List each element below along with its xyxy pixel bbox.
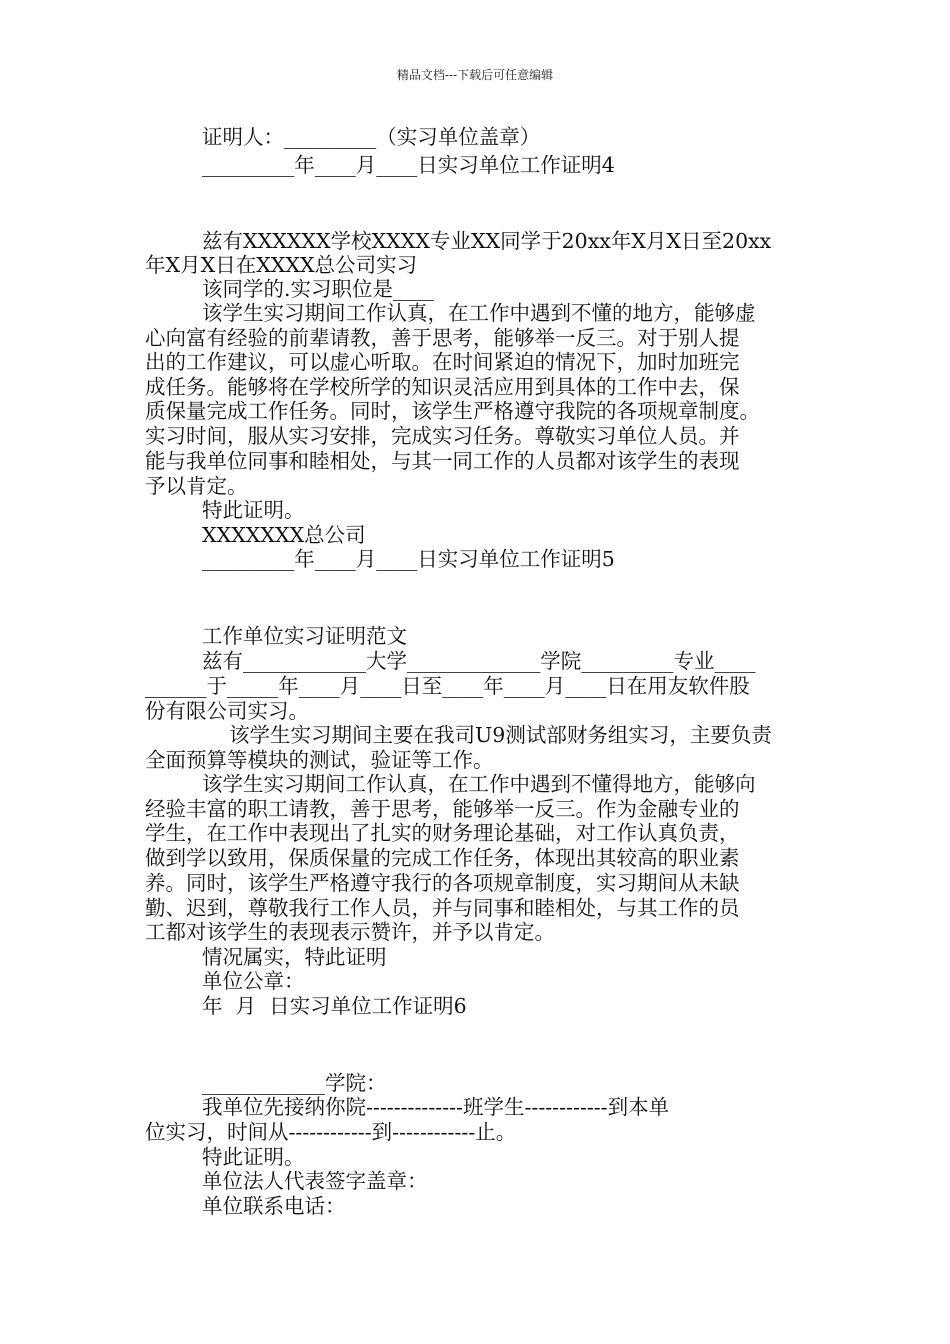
paragraph-line: 质保量完成工作任务。同时，该学生严格遵守我院的各项规章制度。: [145, 399, 760, 423]
paragraph-line: 全面预算等模块的测试，验证等工作。: [145, 748, 494, 772]
paragraph-line: 该同学的.实习职位是____: [202, 277, 435, 301]
certifier-line: 证明人：_________（实习单位盖章）: [202, 125, 541, 149]
paragraph-line: 兹有____________大学_____________学院_________专业____: [202, 649, 756, 673]
section-title-line: 工作单位实习证明范文: [202, 624, 407, 648]
paragraph-line: 经验丰富的职工请教，善于思考，能够举一反三。作为金融专业的: [145, 797, 740, 821]
paragraph-line: 学生，在工作中表现出了扎实的财务理论基础，对工作认真负责，: [145, 821, 740, 845]
signature-line: 单位法人代表签字盖章：: [202, 1169, 428, 1193]
paragraph-line: 予以肯定。: [145, 474, 248, 498]
paragraph-line: 做到学以致用，保质保量的完成工作任务，体现出其较高的职业素: [145, 846, 740, 870]
paragraph-line: 情况属实，特此证明: [202, 945, 387, 969]
paragraph-line: 工都对该学生的表现表示赞许，并予以肯定。: [145, 920, 555, 944]
paragraph-line: 该学生实习期间主要在我司U9测试部财务组实习，主要负责: [229, 723, 772, 747]
paragraph-line: 勤、迟到，尊敬我行工作人员，并与同事和睦相处，与其工作的员: [145, 896, 740, 920]
paragraph-line: 位实习，时间从------------到------------止。: [145, 1120, 517, 1144]
paragraph-line: 年X月X日在XXXX总公司实习: [145, 253, 418, 277]
paragraph-line: 出的工作建议，可以虚心听取。在时间紧迫的情况下，加时加班完: [145, 350, 740, 374]
date-title-line: _________年____月____日实习单位工作证明5: [202, 547, 615, 571]
page-header: 精品文档---下载后可任意编辑: [396, 68, 554, 82]
paragraph-line: 兹有XXXXXX学校XXXX专业XX同学于20xx年X月X日至20xx: [202, 229, 772, 253]
paragraph-line: 该学生实习期间工作认真，在工作中遇到不懂的地方，能够虚: [202, 301, 756, 325]
paragraph-line: 特此证明。: [202, 1145, 305, 1169]
paragraph-line: 心向富有经验的前辈请教，善于思考，能够举一反三。对于别人提: [145, 326, 740, 350]
date-title-line: _________年____月____日实习单位工作证明4: [202, 153, 615, 177]
paragraph-line: 份有限公司实习。: [145, 699, 309, 723]
addressee-line: ____________学院：: [202, 1071, 387, 1095]
date-title-line: 年 月 日实习单位工作证明6: [202, 994, 467, 1018]
phone-line: 单位联系电话：: [202, 1194, 346, 1218]
paragraph-line: 养。同时，该学生严格遵守我行的各项规章制度，实习期间从未缺: [145, 871, 740, 895]
paragraph-line: 能与我单位同事和睦相处，与其一同工作的人员都对该学生的表现: [145, 449, 740, 473]
paragraph-line: 实习时间，服从实习安排，完成实习任务。尊敬实习单位人员。并: [145, 424, 740, 448]
paragraph-line: 成任务。能够将在学校所学的知识灵活应用到具体的工作中去，保: [145, 375, 740, 399]
paragraph-line: 该学生实习期间工作认真，在工作中遇到不懂得地方，能够向: [202, 772, 756, 796]
seal-line: 单位公章：: [202, 969, 305, 993]
paragraph-line: 我单位先接纳你院--------------班学生------------到本单: [202, 1095, 670, 1119]
paragraph-line: 特此证明。: [202, 498, 305, 522]
company-name-line: XXXXXXX总公司: [202, 523, 366, 547]
paragraph-line: ______于_____年____月____日至____年____月____日在用友软件股: [145, 674, 750, 698]
